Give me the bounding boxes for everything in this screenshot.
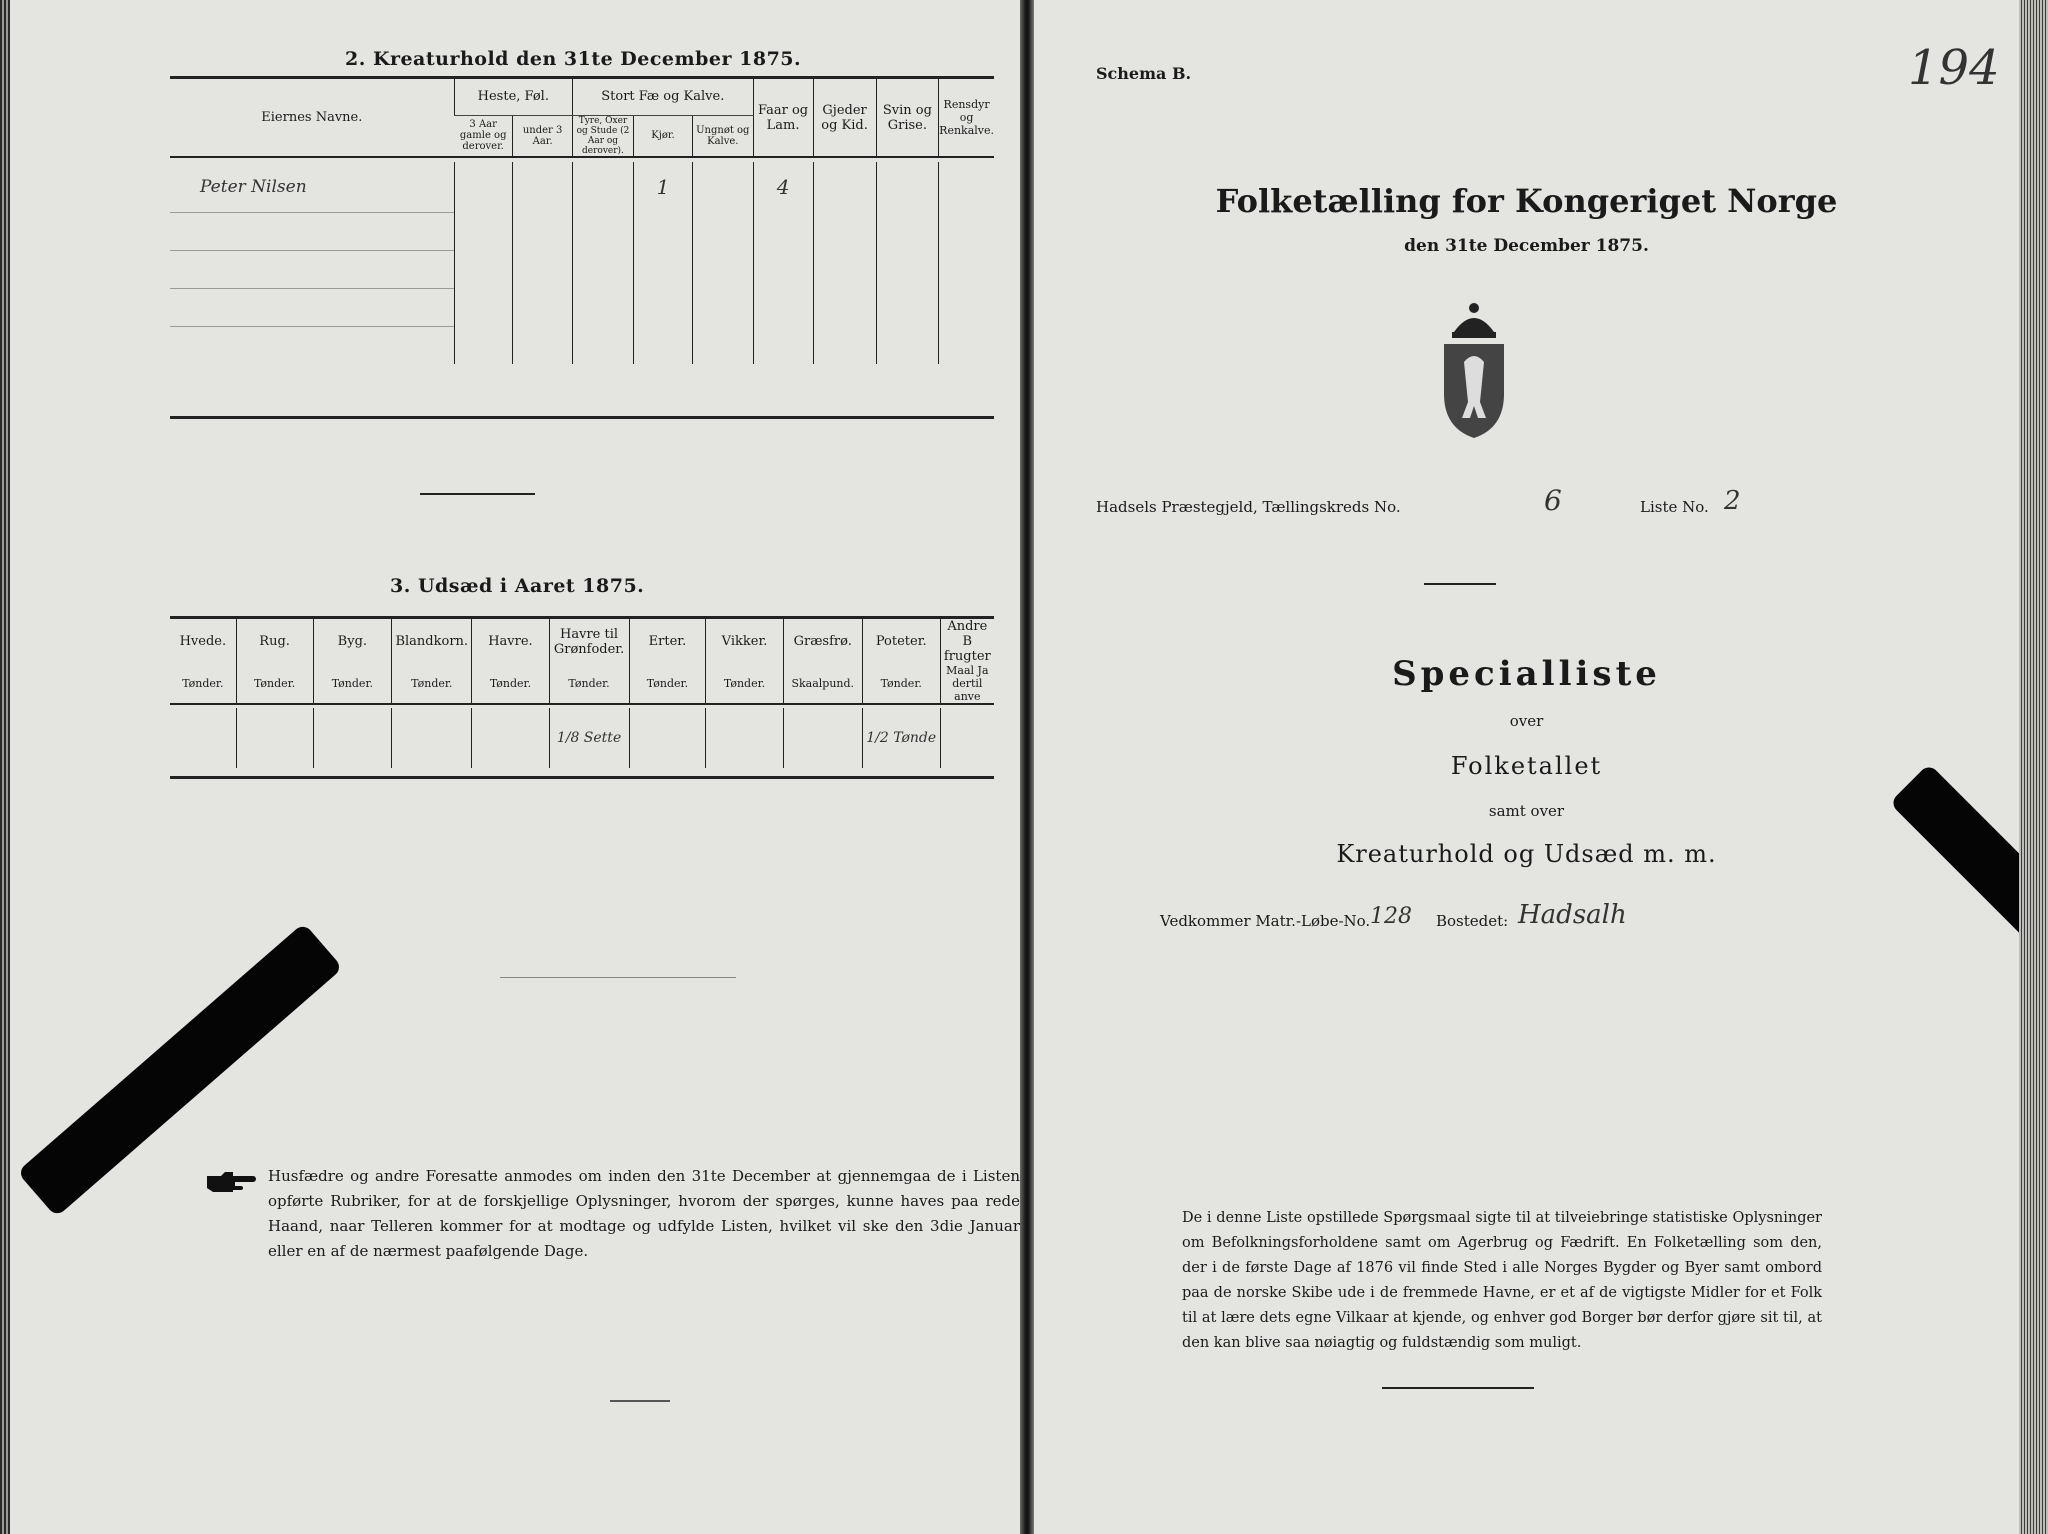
seed-col-unit-0: Tønder. <box>182 677 224 690</box>
seed-col-header-4: Havre. <box>472 619 549 664</box>
seed-value-10 <box>940 708 994 768</box>
seed-col-header-1: Rug. <box>236 619 313 664</box>
seed-table <box>170 619 994 768</box>
faint-rule <box>500 977 736 978</box>
cattle-header: Stort Fæ og Kalve. <box>573 79 754 115</box>
seed-col-unit-6: Tønder. <box>629 664 706 704</box>
seed-col-header-10: Andre B frugter <box>940 619 994 664</box>
section3-title: 3. Udsæd i Aaret 1875. <box>390 575 645 597</box>
separator-rule <box>420 493 535 495</box>
kreaturhold-text: Kreaturhold og Udsæd m. m. <box>1336 840 1717 868</box>
seed-value-3 <box>392 708 472 768</box>
table-bottom-rule <box>170 416 994 419</box>
seed-col-header-0: Hvede. <box>179 634 227 649</box>
seed-value-4 <box>472 708 549 768</box>
bottom-dash <box>610 1400 670 1402</box>
schema-label: Schema B. <box>1096 64 1192 83</box>
seed-value-8 <box>783 708 862 768</box>
bosted-label: Bostedet: <box>1436 912 1509 930</box>
owner-header: Eiernes Navne. <box>261 110 363 125</box>
seed-col-header-2: Byg. <box>313 619 392 664</box>
seed-col-unit-9: Tønder. <box>862 664 940 704</box>
census-date: den 31te December 1875. <box>1404 236 1649 256</box>
seed-col-unit-10: Maal Ja dertil anve <box>940 664 994 704</box>
seed-value-7 <box>706 708 783 768</box>
seed-col-header-8: Græsfrø. <box>783 619 862 664</box>
instructions-notice: Husfædre og andre Foresatte anmodes om inden den 31te December at gjennemgaa de i Listen opførte Rubriker, for at de forskjellige Oplysninger, hvorom der spørges, kunne haves paa rede Haand, naar Telleren kommer for at modtage og udfylde Listen, hvilket vil ske den 3die Januar eller en af de nærmest paafølgende Dage. <box>268 1167 1020 1260</box>
horses-adult-header: 3 Aar gamle og derover. <box>459 119 507 153</box>
cows-header: Kjør. <box>633 115 692 157</box>
page-number: 194 <box>1908 40 2000 96</box>
book-gutter <box>1020 0 1034 1534</box>
parish-label: Hadsels Præstegjeld, Tællingskreds No. <box>1096 498 1401 516</box>
seed-value-9: 1/2 Tønde <box>862 708 940 768</box>
right-page <box>1034 0 2019 1534</box>
livestock-table <box>170 79 994 364</box>
pigs-header: Svin og Grise. <box>876 79 939 157</box>
seed-col-unit-4: Tønder. <box>472 664 549 704</box>
matr-number: 128 <box>1370 904 1412 929</box>
reindeer-header: Rensdyr og Renkalve. <box>939 79 994 157</box>
pointing-hand-icon <box>205 1170 257 1194</box>
matr-label: Vedkommer Matr.-Løbe-No. <box>1160 912 1371 930</box>
specialliste-heading: Specialliste <box>1392 654 1661 694</box>
seed-value-0 <box>170 708 236 768</box>
left-page <box>10 0 1020 1534</box>
section2-title: 2. Kreaturhold den 31te December 1875. <box>345 48 802 70</box>
seed-col-unit-1: Tønder. <box>236 664 313 704</box>
horses-young-header: under 3 Aar. <box>513 115 573 157</box>
seed-col-header-5: Havre til Grønfoder. <box>549 619 629 664</box>
seed-col-header-9: Poteter. <box>862 619 940 664</box>
list-number: 2 <box>1724 486 1741 516</box>
samt-over-text: samt over <box>1488 802 1565 820</box>
seed-col-unit-3: Tønder. <box>392 664 472 704</box>
horses-header: Heste, Føl. <box>454 79 572 115</box>
seed-value-2 <box>313 708 392 768</box>
oxen-header: Tyre, Oxer og Stude (2 Aar og derover). <box>573 115 634 157</box>
sheep-cell: 4 <box>753 162 813 212</box>
seed-value-6 <box>629 708 706 768</box>
over-text-1: over <box>1509 712 1544 730</box>
owner-cell: Peter Nilsen <box>200 176 307 197</box>
seed-col-header-6: Erter. <box>629 619 706 664</box>
title-separator <box>1424 583 1496 585</box>
calves-header: Ungnøt og Kalve. <box>693 115 754 157</box>
seed-value-1 <box>236 708 313 768</box>
page-edge-right <box>2019 0 2048 1534</box>
seed-col-header-3: Blandkorn. <box>392 619 472 664</box>
seed-col-header-7: Vikker. <box>706 619 783 664</box>
sheep-header: Faar og Lam. <box>753 79 813 157</box>
seed-col-unit-8: Skaalpund. <box>783 664 862 704</box>
footer-rule <box>1382 1387 1534 1389</box>
goats-header: Gjeder og Kid. <box>813 79 876 157</box>
coat-of-arms-icon <box>1434 302 1514 442</box>
seed-col-unit-7: Tønder. <box>706 664 783 704</box>
seed-table-bottom-rule <box>170 776 994 779</box>
list-label: Liste No. <box>1640 498 1709 516</box>
district-number: 6 <box>1544 484 1562 517</box>
bosted-value: Hadsalh <box>1518 900 1627 930</box>
seed-value-5: 1/8 Sette <box>549 708 629 768</box>
page-clip-right <box>1889 763 2019 972</box>
cows-cell: 1 <box>633 162 692 212</box>
seed-col-unit-5: Tønder. <box>549 664 629 704</box>
folketallet-text: Folketallet <box>1450 752 1603 780</box>
seed-col-unit-2: Tønder. <box>313 664 392 704</box>
census-purpose-text: De i denne Liste opstillede Spørgsmaal sigte til at tilveiebringe statistiske Oplysninger om Befolkningsforholdene samt om Agerbrug og Fædrift. En Folketælling som den, der i de første Dage af 1876 vil finde Sted i alle Norges Bygder og Byer samt ombord paa de norske Skibe ude i de fremmede Havne, er et af de vigtigste Midler for et Folk til at lære dets egne Vilkaar at kjende, og enhver god Borger bør derfor gjøre sit til, at den kan blive saa nøiagtig og fuldstændig som muligt. <box>1182 1210 1822 1351</box>
page-edge-left <box>0 0 10 1534</box>
census-title: Folketælling for Kongeriget Norge <box>1215 182 1838 220</box>
